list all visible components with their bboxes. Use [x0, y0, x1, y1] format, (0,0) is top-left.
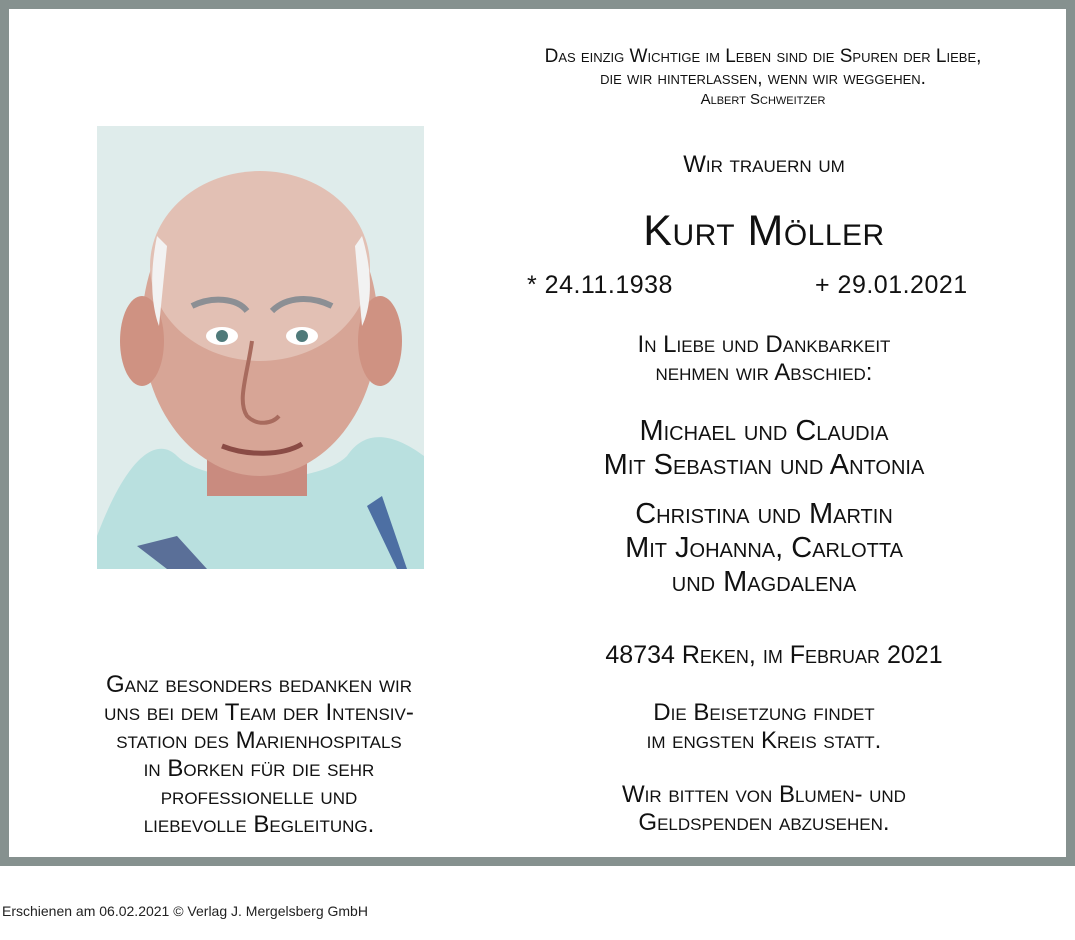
burial-line: im engsten Kreis statt.	[646, 727, 882, 754]
family-line: Christina und Martin	[635, 498, 893, 530]
portrait-photo	[97, 126, 424, 569]
donation-notice	[549, 781, 979, 837]
death-date: + 29.01.2021	[815, 271, 968, 299]
thanks-line: liebevolle Begleitung.	[143, 811, 375, 838]
deceased-name: Kurt Möller	[643, 207, 885, 255]
publication-footer: Erschienen am 06.02.2021 © Verlag J. Mergelsberg GmbH	[2, 903, 368, 919]
farewell-line: nehmen wir Abschied:	[655, 359, 873, 386]
quote-line: die wir hinterlassen, wenn wir weggehen.	[600, 68, 926, 89]
portrait-illustration	[97, 126, 424, 569]
family-line: Michael und Claudia	[639, 415, 889, 447]
birth-date: * 24.11.1938	[527, 271, 673, 299]
burial-line: Die Beisetzung findet	[653, 699, 875, 726]
donation-line: Geldspenden abzusehen.	[638, 809, 890, 836]
thanks-line: Ganz besonders bedanken wir	[106, 671, 412, 698]
hospital-thanks	[39, 671, 479, 839]
place-and-date: 48734 Reken, im Februar 2021	[605, 641, 943, 669]
family-group-1	[509, 414, 1019, 482]
farewell-text	[549, 331, 979, 387]
mourning-intro: Wir trauern um	[683, 151, 845, 178]
epigraph-quote	[449, 46, 1075, 110]
donation-line: Wir bitten von Blumen- und	[622, 781, 906, 808]
family-group-2	[509, 497, 1019, 599]
burial-notice	[549, 699, 979, 755]
thanks-line: professionelle und	[160, 783, 358, 810]
thanks-line: uns bei dem Team der Intensiv-	[104, 699, 414, 726]
family-line: und Magdalena	[671, 566, 857, 598]
family-line: Mit Johanna, Carlotta	[625, 532, 903, 564]
quote-author: Albert Schweitzer	[700, 91, 826, 108]
thanks-line: station des Marienhospitals	[116, 727, 402, 754]
quote-line: Das einzig Wichtige im Leben sind die Spuren der Liebe,	[544, 46, 982, 67]
family-line: Mit Sebastian und Antonia	[603, 449, 925, 481]
farewell-line: In Liebe und Dankbarkeit	[637, 331, 891, 358]
thanks-line: in Borken für die sehr	[143, 755, 375, 782]
